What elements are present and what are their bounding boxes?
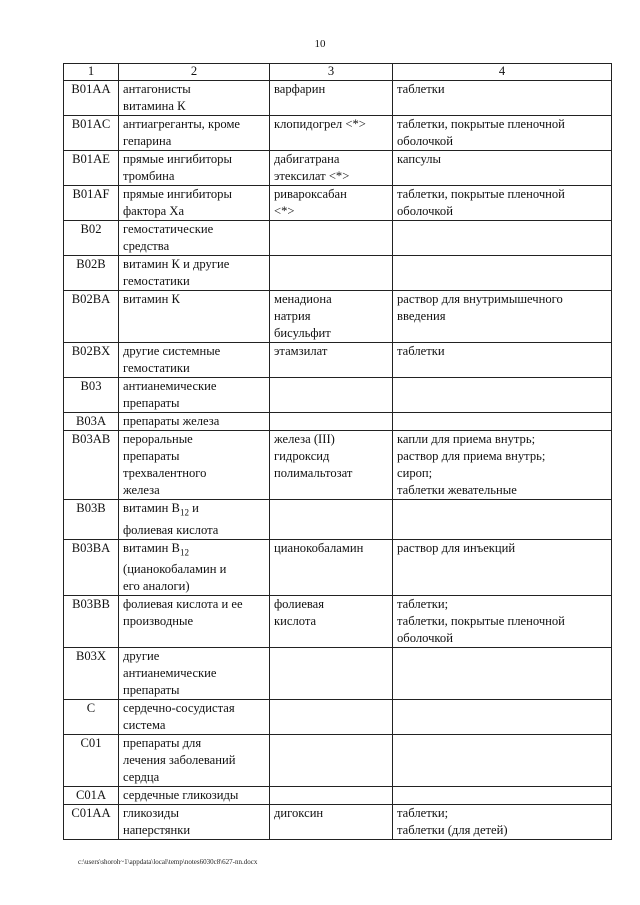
cell-line: гемостатики: [123, 274, 190, 288]
drug-cell: [270, 805, 393, 840]
drug-cell: [270, 291, 393, 343]
form-cell: [393, 735, 612, 787]
table-row: [64, 378, 612, 413]
column-header-1: 1: [64, 64, 119, 81]
atc-code-cell: C: [64, 700, 119, 735]
cell-line: средства: [123, 239, 170, 253]
atc-code-cell: B03BA: [64, 539, 119, 596]
cell-line: сердечно-сосудистая: [123, 701, 235, 716]
atc-code-cell: C01AA: [64, 805, 119, 840]
table-row: [64, 186, 612, 221]
cell-line: этамзилат: [274, 344, 328, 358]
atc-code-cell: C01: [64, 735, 119, 787]
form-cell: [393, 221, 612, 256]
form-cell: [393, 539, 612, 596]
table-row: [64, 805, 612, 840]
cell-line: тромбина: [123, 169, 175, 183]
table-row: [64, 81, 612, 116]
cell-line: производные: [123, 614, 194, 629]
cell-line: препараты: [123, 683, 180, 698]
table-row: [64, 151, 612, 186]
atc-code-cell: B03BB: [64, 596, 119, 648]
cell-line: введения: [397, 309, 446, 323]
cell-line: фолиевая: [274, 597, 325, 612]
drug-cell: [270, 539, 393, 596]
cell-line: варфарин: [274, 82, 326, 96]
form-cell: [393, 81, 612, 116]
cell-line: бисульфит: [274, 326, 331, 340]
cell-line: оболочкой: [397, 134, 453, 148]
cell-line: таблетки;: [397, 597, 449, 612]
form-cell: [393, 648, 612, 700]
form-cell: [393, 787, 612, 805]
form-cell: [393, 378, 612, 413]
cell-line: этексилат <*>: [274, 169, 350, 183]
cell-line: гемостатики: [123, 361, 190, 375]
cell-line: кислота: [274, 614, 317, 629]
atc-code-cell: B02BA: [64, 291, 119, 343]
cell-line: гидроксид: [274, 449, 330, 463]
drug-cell: [270, 343, 393, 378]
form-cell: [393, 291, 612, 343]
table-row: [64, 735, 612, 787]
cell-line: железа (III): [274, 432, 335, 446]
drug-cell: [270, 735, 393, 787]
group-cell: [119, 151, 270, 186]
table-row: [64, 221, 612, 256]
table-body: [64, 81, 612, 840]
group-cell: [119, 700, 270, 735]
cell-line: оболочкой: [397, 204, 453, 218]
group-cell: [119, 596, 270, 648]
cell-line: раствор для внутримышечного: [397, 292, 563, 306]
form-cell: [393, 596, 612, 648]
atc-code-cell: B01AA: [64, 81, 119, 116]
cell-line: другие: [123, 649, 160, 664]
column-header-3: 3: [270, 64, 393, 81]
table-row: [64, 596, 612, 648]
column-header-2: 2: [119, 64, 270, 81]
form-cell: [393, 343, 612, 378]
drug-cell: [270, 700, 393, 735]
group-cell: [119, 116, 270, 151]
cell-line: фактора Xa: [123, 204, 185, 218]
cell-line: таблетки, покрытые пленочной: [397, 187, 565, 201]
form-cell: [393, 413, 612, 431]
cell-line: железа: [123, 483, 160, 497]
drug-cell: [270, 81, 393, 116]
cell-line: витамина К: [123, 99, 186, 113]
group-cell: [119, 539, 270, 596]
atc-code-cell: B01AC: [64, 116, 119, 151]
drug-cell: [270, 787, 393, 805]
drug-cell: [270, 116, 393, 151]
cell-line: таблетки (для детей): [397, 823, 508, 838]
atc-code-cell: B03X: [64, 648, 119, 700]
form-cell: [393, 500, 612, 540]
atc-code-cell: B01AE: [64, 151, 119, 186]
cell-line: антагонисты: [123, 82, 191, 96]
cell-line: таблетки жевательные: [397, 483, 517, 497]
drug-cell: [270, 221, 393, 256]
page-number: 10: [314, 38, 326, 50]
cell-line: гемостатические: [123, 222, 214, 236]
cell-line: другие системные: [123, 344, 221, 358]
cell-line: система: [123, 718, 166, 733]
drug-cell: [270, 648, 393, 700]
cell-line: натрия: [274, 309, 311, 323]
cell-line: цианокобаламин: [274, 540, 364, 555]
column-header-4: 4: [393, 64, 612, 81]
group-cell: [119, 343, 270, 378]
cell-line: оболочкой: [397, 631, 453, 646]
cell-line: прямые ингибиторы: [123, 152, 232, 166]
table-row: [64, 256, 612, 291]
cell-line: таблетки, покрытые пленочной: [397, 614, 565, 629]
cell-line: таблетки: [397, 344, 445, 358]
atc-code-cell: B03: [64, 378, 119, 413]
cell-line: препараты железа: [123, 414, 220, 428]
group-cell: [119, 221, 270, 256]
form-cell: [393, 431, 612, 500]
cell-line: пероральные: [123, 432, 193, 446]
cell-line: гепарина: [123, 134, 172, 148]
drug-cell: [270, 151, 393, 186]
table-row: [64, 413, 612, 431]
cell-line: таблетки, покрытые пленочной: [397, 117, 565, 131]
table-row: [64, 648, 612, 700]
atc-code-cell: B03A: [64, 413, 119, 431]
cell-line: сироп;: [397, 466, 433, 480]
cell-line: витамин $B_{12}$: [123, 540, 189, 558]
cell-line: антиагреганты, кроме: [123, 117, 241, 131]
group-cell: [119, 648, 270, 700]
atc-code-cell: B03B: [64, 500, 119, 540]
table-row: [64, 700, 612, 735]
cell-line: <*>: [274, 204, 295, 218]
cell-line: витамин К: [123, 292, 180, 306]
cell-line: менадиона: [274, 292, 332, 306]
form-cell: [393, 805, 612, 840]
group-cell: [119, 805, 270, 840]
table-row: [64, 343, 612, 378]
group-cell: [119, 81, 270, 116]
cell-line: лечения заболеваний: [123, 753, 236, 768]
drug-cell: [270, 186, 393, 221]
cell-line: трехвалентного: [123, 466, 207, 480]
form-cell: [393, 186, 612, 221]
form-cell: [393, 256, 612, 291]
table-header-row: [64, 64, 612, 81]
cell-line: витамин К и другие: [123, 257, 230, 271]
group-cell: [119, 378, 270, 413]
footer-file-path: c:\users\shoroh~1\appdata\local\temp\notes6030c8\627-nn.docx: [78, 858, 258, 866]
drug-cell: [270, 431, 393, 500]
cell-line: полимальтозат: [274, 466, 353, 480]
form-cell: [393, 151, 612, 186]
table-row: [64, 291, 612, 343]
cell-line: капли для приема внутрь;: [397, 432, 536, 446]
table-row: [64, 787, 612, 805]
cell-line: ривароксабан: [274, 187, 347, 201]
cell-line: фолиевая кислота и ее: [123, 597, 243, 612]
cell-line: таблетки;: [397, 806, 449, 821]
cell-line: раствор для инъекций: [397, 540, 516, 555]
atc-code-cell: C01A: [64, 787, 119, 805]
form-cell: [393, 116, 612, 151]
cell-line: препараты для: [123, 736, 202, 751]
drug-cell: [270, 413, 393, 431]
cell-line: витамин $B_{12}$ и: [123, 501, 199, 518]
cell-line: фолиевая кислота: [123, 522, 219, 537]
cell-line: сердца: [123, 770, 160, 785]
cell-line: антианемические: [123, 666, 217, 681]
drug-cell: [270, 500, 393, 540]
atc-code-cell: B02B: [64, 256, 119, 291]
cell-line: клопидогрел <*>: [274, 117, 366, 131]
group-cell: [119, 735, 270, 787]
cell-line: капсулы: [397, 152, 442, 166]
cell-line: раствор для приема внутрь;: [397, 449, 546, 463]
atc-code-cell: B02: [64, 221, 119, 256]
cell-line: дабигатрана: [274, 152, 340, 166]
atc-code-cell: B02BX: [64, 343, 119, 378]
form-cell: [393, 700, 612, 735]
table-row: [64, 539, 612, 596]
cell-line: антианемические: [123, 379, 217, 393]
group-cell: [119, 291, 270, 343]
table-row: [64, 116, 612, 151]
group-cell: [119, 431, 270, 500]
cell-line: препараты: [123, 449, 180, 463]
drug-cell: [270, 596, 393, 648]
group-cell: [119, 500, 270, 540]
group-cell: [119, 186, 270, 221]
group-cell: [119, 413, 270, 431]
cell-line: препараты: [123, 396, 180, 410]
atc-code-cell: B01AF: [64, 186, 119, 221]
table-row: [64, 431, 612, 500]
cell-line: прямые ингибиторы: [123, 187, 232, 201]
cell-line: таблетки: [397, 82, 445, 96]
cell-line: дигоксин: [274, 806, 324, 821]
group-cell: [119, 256, 270, 291]
drug-cell: [270, 378, 393, 413]
cell-line: сердечные гликозиды: [123, 788, 239, 803]
cell-line: гликозиды: [123, 806, 179, 821]
drug-cell: [270, 256, 393, 291]
table-row: [64, 500, 612, 540]
cell-line: (цианокобаламин и: [123, 562, 227, 577]
group-cell: [119, 787, 270, 805]
drug-table: [63, 63, 612, 840]
cell-line: наперстянки: [123, 823, 191, 838]
atc-code-cell: B03AB: [64, 431, 119, 500]
cell-line: его аналоги): [123, 579, 190, 594]
